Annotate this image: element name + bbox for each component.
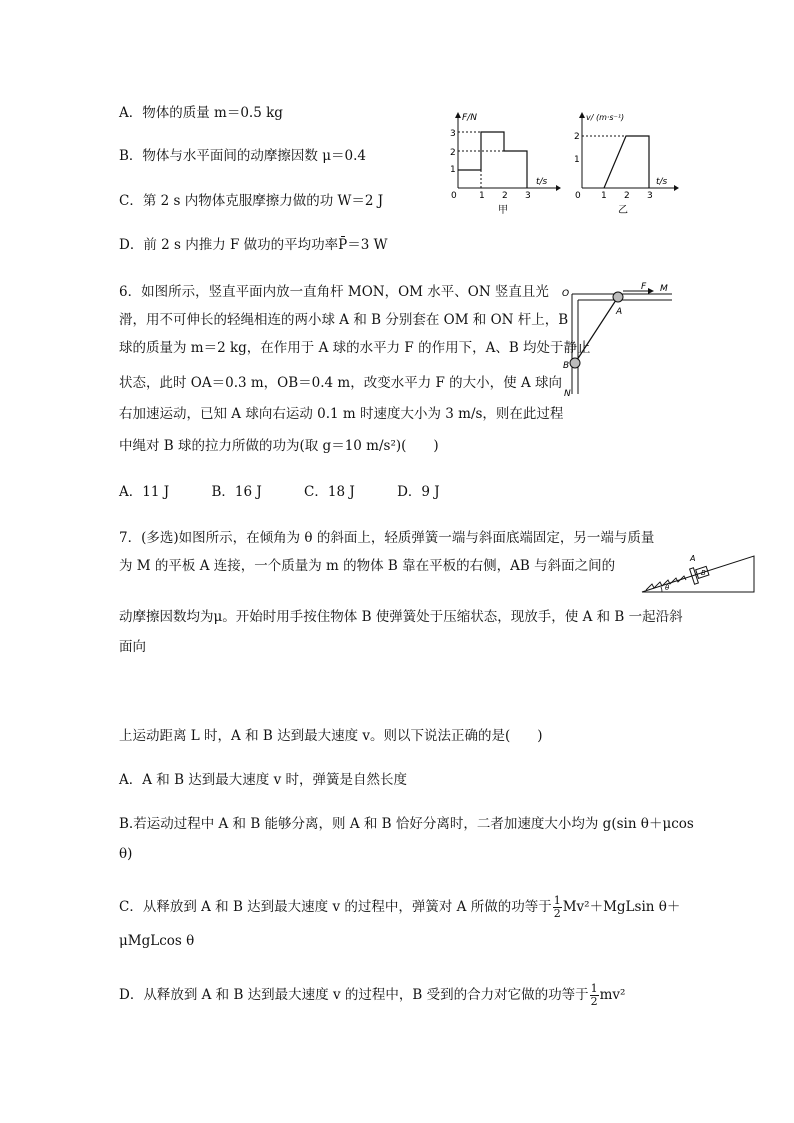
graph-v-caption: 乙 (618, 205, 628, 216)
v-axis-label: v/ (m·s⁻¹) (586, 113, 625, 122)
q5-option-a: A．物体的质量 m＝0.5 kg (119, 105, 283, 121)
label-m: M (660, 284, 668, 294)
x-tick-3: 3 (525, 191, 531, 201)
q6-option-d: D．9 J (397, 484, 440, 500)
q7-option-c-1 (119, 895, 680, 920)
fraction-half-d: $\frac{1}{2}$ (590, 982, 598, 1008)
q6-line-3: 球的质量为 m＝2 kg，在作用于 A 球的水平力 F 的作用下，A、B 均处于静止 (119, 340, 591, 356)
q6-option-b: B．16 J (211, 484, 262, 500)
fraction-half: $\frac{1}{2}$ (553, 894, 561, 920)
q7-option-b-1: B.若运动过程中 A 和 B 能够分离，则 A 和 B 恰好分离时，二者加速度大小均为 g(sin θ＋μcos (119, 816, 694, 832)
q7-line-5: 上运动距离 L 时，A 和 B 达到最大速度 v。则以下说法正确的是( ) (119, 728, 543, 744)
force-time-graph (448, 110, 563, 218)
v-tick-1: 1 (574, 155, 580, 165)
label-f: F (641, 282, 647, 292)
ball-a (613, 292, 623, 302)
q7-option-c-pre: C．从释放到 A 和 B 达到最大速度 v 的过程中，弹簧对 A 所做的功等于 (119, 899, 552, 915)
q7-line-2: 为 M 的平板 A 连接，一个质量为 m 的物体 B 靠在平板的右侧，AB 与斜面之间的 (119, 558, 616, 574)
t2-axis-label: t/s (656, 177, 668, 187)
x-tick-0: 0 (451, 191, 457, 201)
q7-line-1: 7．(多选)如图所示，在倾角为 θ 的斜面上，轻质弹簧一端与斜面底端固定，另一端与质量 (119, 530, 655, 546)
q5-option-b: B．物体与水平面间的动摩擦因数 μ＝0.4 (119, 148, 366, 164)
y-tick-1: 1 (450, 165, 456, 175)
velocity-time-graph (572, 110, 682, 218)
q6-option-c: C．18 J (304, 484, 355, 500)
y-tick-3: 3 (450, 129, 456, 139)
q7-option-b-2: θ) (119, 846, 133, 862)
q6-line-5: 右加速运动，已知 A 球向右运动 0.1 m 时速度大小为 3 m/s，则在此过程 (119, 406, 564, 422)
label-a: A (616, 307, 623, 317)
label-b: B (563, 361, 570, 371)
q7-option-d-post: mv² (599, 987, 626, 1003)
graph-f-caption: 甲 (498, 205, 508, 216)
q6-line-1: 6．如图所示，竖直平面内放一直角杆 MON，OM 水平、ON 竖直且光 (119, 284, 549, 300)
incline-theta: θ (665, 584, 670, 592)
q5-option-d: D．前 2 s 内推力 F 做功的平均功率P̄＝3 W (119, 237, 388, 253)
f-axis-label: F/N (462, 113, 477, 123)
q7-option-d-pre: D．从释放到 A 和 B 达到最大速度 v 的过程中，B 受到的合力对它做的功等于 (119, 987, 589, 1003)
x-tick-2: 2 (502, 191, 508, 201)
q7-option-d (119, 983, 625, 1008)
vx-tick-3: 3 (647, 191, 653, 201)
right-angle-rod-figure (560, 282, 680, 400)
t-axis-label: t/s (536, 177, 548, 187)
q6-option-a: A．11 J (119, 484, 170, 500)
q6-options (119, 480, 478, 500)
v-tick-2: 2 (574, 132, 580, 142)
x-tick-1: 1 (479, 191, 485, 201)
q5-option-c: C．第 2 s 内物体克服摩擦力做的功 W＝2 J (119, 193, 384, 209)
q6-line-4: 状态，此时 OA＝0.3 m，OB＝0.4 m，改变水平力 F 的大小，使 A 球向 (119, 375, 563, 391)
q7-line-4: 面向 (119, 639, 146, 655)
vx-tick-2: 2 (624, 191, 630, 201)
vx-tick-1: 1 (601, 191, 607, 201)
q6-line-6: 中绳对 B 球的拉力所做的功为(取 g＝10 m/s²)( ) (119, 438, 439, 454)
q7-option-a: A．A 和 B 达到最大速度 v 时，弹簧是自然长度 (119, 772, 408, 788)
q7-option-c-2: μMgLcos θ (119, 933, 195, 949)
label-n: N (564, 389, 571, 399)
incline-spring-figure (638, 548, 758, 598)
y-tick-2: 2 (450, 148, 456, 158)
q6-line-2: 滑，用不可伸长的轻绳相连的两小球 A 和 B 分别套在 OM 和 ON 杆上，B (119, 312, 569, 328)
label-o: O (562, 289, 570, 299)
q7-option-c-post: Mv²＋MgLsin θ＋ (562, 899, 681, 915)
ball-b (570, 358, 580, 368)
q7-line-3: 动摩擦因数均为μ。开始时用手按住物体 B 使弹簧处于压缩状态，现放手，使 A 和 B 一起沿斜 (119, 609, 683, 625)
vx-tick-0: 0 (575, 191, 581, 201)
incline-label-b: B (701, 569, 706, 577)
incline-label-a: A (690, 554, 696, 563)
